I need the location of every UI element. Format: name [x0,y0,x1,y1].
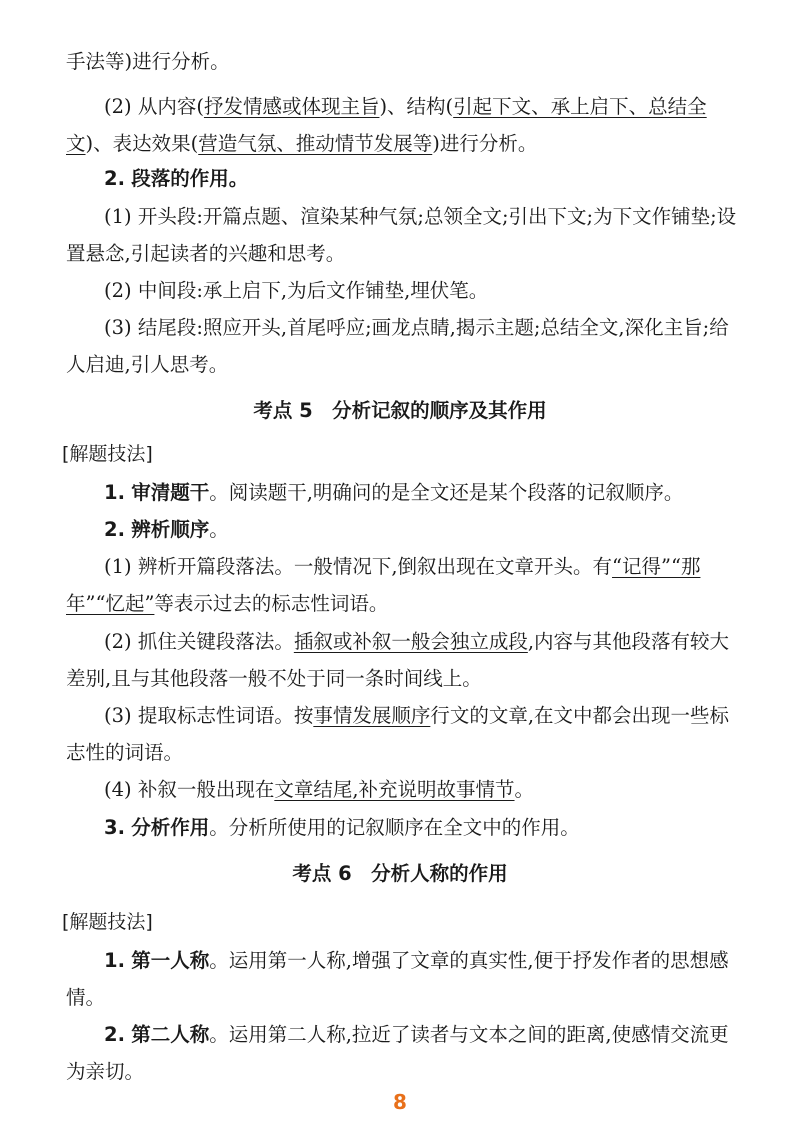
text-segment: 行文的文章,在文中都会出现一些标志性的词语。 [66,704,730,764]
sub-item-3 [66,697,738,771]
text-segment: ,内容与其他段落有较大差别,且与其他段落一般不处于同一条时间线上。 [66,630,730,690]
person-1 [66,942,738,1016]
step-title: 审清题干 [131,481,210,504]
sub-item-4 [66,771,738,808]
underlined-text: 文章结尾,补充说明故事情节 [274,778,515,801]
text-segment: )进行分析。 [432,132,538,155]
step-title: 第二人称 [131,1023,210,1046]
technique-label: [解题技法] [62,911,153,933]
step-text: 。阅读题干,明确问的是全文还是某个段落的记叙顺序。 [209,481,684,504]
person-2 [66,1016,738,1090]
text-line: 手法等)进行分析。 [66,50,230,73]
item-number: 3. [104,816,125,839]
step-text: 。 [209,518,229,541]
item-number: 2. [104,167,125,190]
underlined-text: “记得”“那年”“忆起” [66,555,701,615]
text-segment: (1) 辨析开篇段落法。一般情况下,倒叙出现在文章开头。有 [104,555,613,578]
sub-item-2 [66,623,738,697]
item-number: 2. [104,518,125,541]
step-1 [66,474,738,511]
step-2 [66,511,738,548]
section-title-6: 考点 6 分析人称的作用 [292,862,508,885]
step-text: 。运用第一人称,增强了文章的真实性,便于抒发作者的思想感情。 [66,949,729,1009]
underlined-text: 插叙或补叙一般会独立成段 [293,630,528,653]
underlined-text: 事情发展顺序 [313,704,431,727]
text-segment: 等表示过去的标志性词语。 [154,592,389,615]
subheading-text: 段落的作用。 [131,167,249,190]
step-text: 。分析所使用的记叙顺序在全文中的作用。 [209,816,580,839]
item-number: 1. [104,949,125,972]
page-number: 8 [393,1090,407,1114]
text-segment: (2) 抓住关键段落法。 [104,630,294,653]
paragraph-middle: (2) 中间段:承上启下,为后文作铺垫,埋伏笔。 [104,279,489,302]
underlined-text: 营造气氛、推动情节发展等 [198,132,433,155]
paragraph-content-structure-effect [66,88,738,162]
underlined-text: 抒发情感或体现主旨 [203,95,380,118]
text-segment: (4) 补叙一般出现在 [104,778,275,801]
technique-label: [解题技法] [62,443,153,465]
sub-item-1 [66,548,738,622]
step-3 [66,809,738,846]
item-number: 1. [104,481,125,504]
step-text: 。运用第二人称,拉近了读者与文本之间的距离,使感情交流更为亲切。 [66,1023,729,1083]
step-title: 分析作用 [131,816,210,839]
text-segment: )、结构( [379,95,454,118]
underlined-text: 引起下文、承上启下、总结全文 [66,95,707,155]
text-segment: (3) 提取标志性词语。按 [104,704,314,727]
text-segment: )、表达效果( [85,132,199,155]
step-title: 辨析顺序 [131,518,210,541]
step-title: 第一人称 [131,949,210,972]
section-title-5: 考点 5 分析记叙的顺序及其作用 [253,399,547,422]
text-segment: 。 [514,778,535,801]
paragraph-ending: (3) 结尾段:照应开头,首尾呼应;画龙点睛,揭示主题;总结全文,深化主旨;给人启迪,引人思考。 [66,316,729,376]
text-segment: (2) 从内容( [104,95,204,118]
item-number: 2. [104,1023,125,1046]
paragraph-opening: (1) 开头段:开篇点题、渲染某种气氛;总领全文;引出下文;为下文作铺垫;设置悬念,引起读者的兴趣和思考。 [66,205,737,265]
subheading-paragraph-role [66,160,738,197]
